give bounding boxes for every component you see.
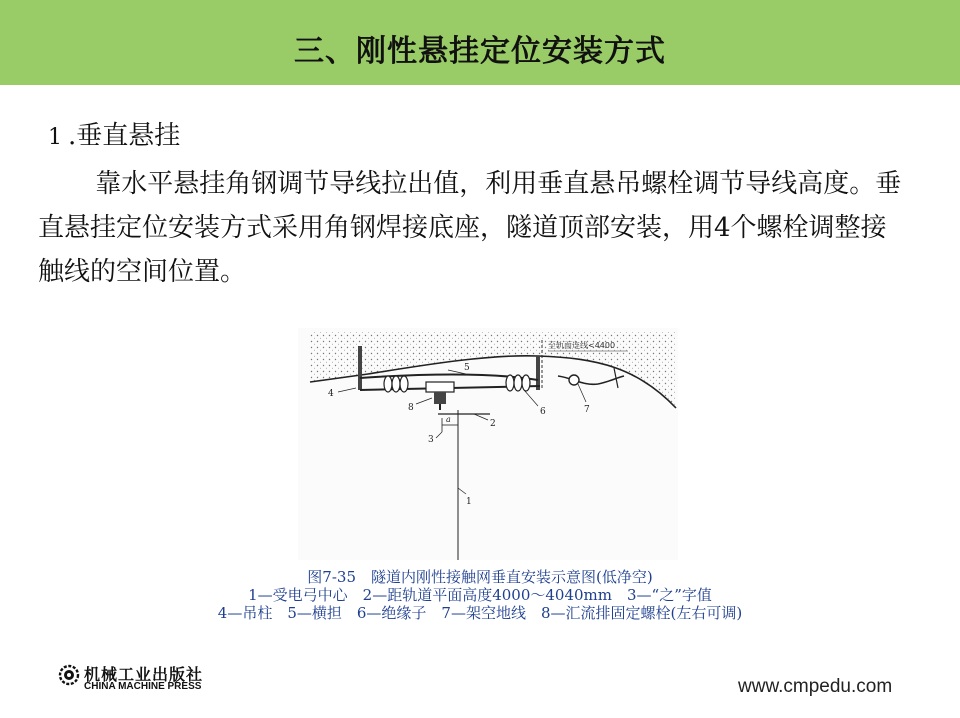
label-2: 2 bbox=[490, 419, 496, 429]
label-4: 4 bbox=[328, 389, 334, 399]
body-paragraph: 靠水平悬挂角钢调节导线拉出值，利用垂直悬吊螺栓调节导线高度。垂直悬挂定位安装方式采用角钢焊接底座，隧道顶部安装，用4个螺栓调整接触线的空间位置。 bbox=[38, 169, 902, 287]
hanger-post-right bbox=[536, 356, 540, 390]
caption-legend-1: 1—受电弓中心 2—距轨道平面高度4000～4040mm 3—“之”字值 bbox=[248, 586, 712, 604]
slide-title: 三、刚性悬挂定位安装方式 bbox=[294, 34, 666, 69]
busbar-clamp bbox=[426, 382, 454, 392]
figure-caption bbox=[150, 568, 810, 622]
section-heading-text: .垂直悬挂 bbox=[68, 121, 181, 151]
label-1: 1 bbox=[466, 497, 472, 507]
overhead-ground-wire bbox=[558, 376, 624, 384]
publisher-logo bbox=[58, 662, 258, 692]
diagram-svg bbox=[298, 328, 678, 560]
title-banner bbox=[0, 0, 960, 85]
label-7: 7 bbox=[584, 405, 590, 415]
insulator-right bbox=[506, 375, 530, 391]
publisher-name-cn: 机械工业出版社 bbox=[84, 665, 204, 684]
slide-content bbox=[38, 116, 908, 294]
label-3: 3 bbox=[428, 435, 434, 445]
label-5: 5 bbox=[464, 363, 470, 373]
section-number: 1 bbox=[48, 125, 62, 150]
caption-legend-2: 4—吊柱 5—横担 6—绝缘子 7—架空地线 8—汇流排固定螺栓(左右可调) bbox=[217, 604, 743, 622]
installation-diagram bbox=[298, 328, 678, 560]
caption-title: 图7-35 隧道内刚性接触网垂直安装示意图(低净空) bbox=[307, 568, 653, 586]
publisher-name-en: CHINA MACHINE PRESS bbox=[84, 681, 202, 692]
svg-text:a: a bbox=[446, 415, 451, 424]
label-note: 至轨面连线<4400 bbox=[548, 341, 616, 350]
section-heading bbox=[48, 116, 908, 158]
insulator-left bbox=[384, 376, 408, 392]
website-link[interactable]: www.cmpedu.com bbox=[738, 676, 893, 697]
busbar-fixing-bolt bbox=[434, 392, 446, 404]
hanger-post-left bbox=[358, 346, 362, 390]
label-8: 8 bbox=[408, 403, 414, 413]
publisher-gear-icon bbox=[58, 664, 80, 686]
label-6: 6 bbox=[540, 407, 546, 417]
